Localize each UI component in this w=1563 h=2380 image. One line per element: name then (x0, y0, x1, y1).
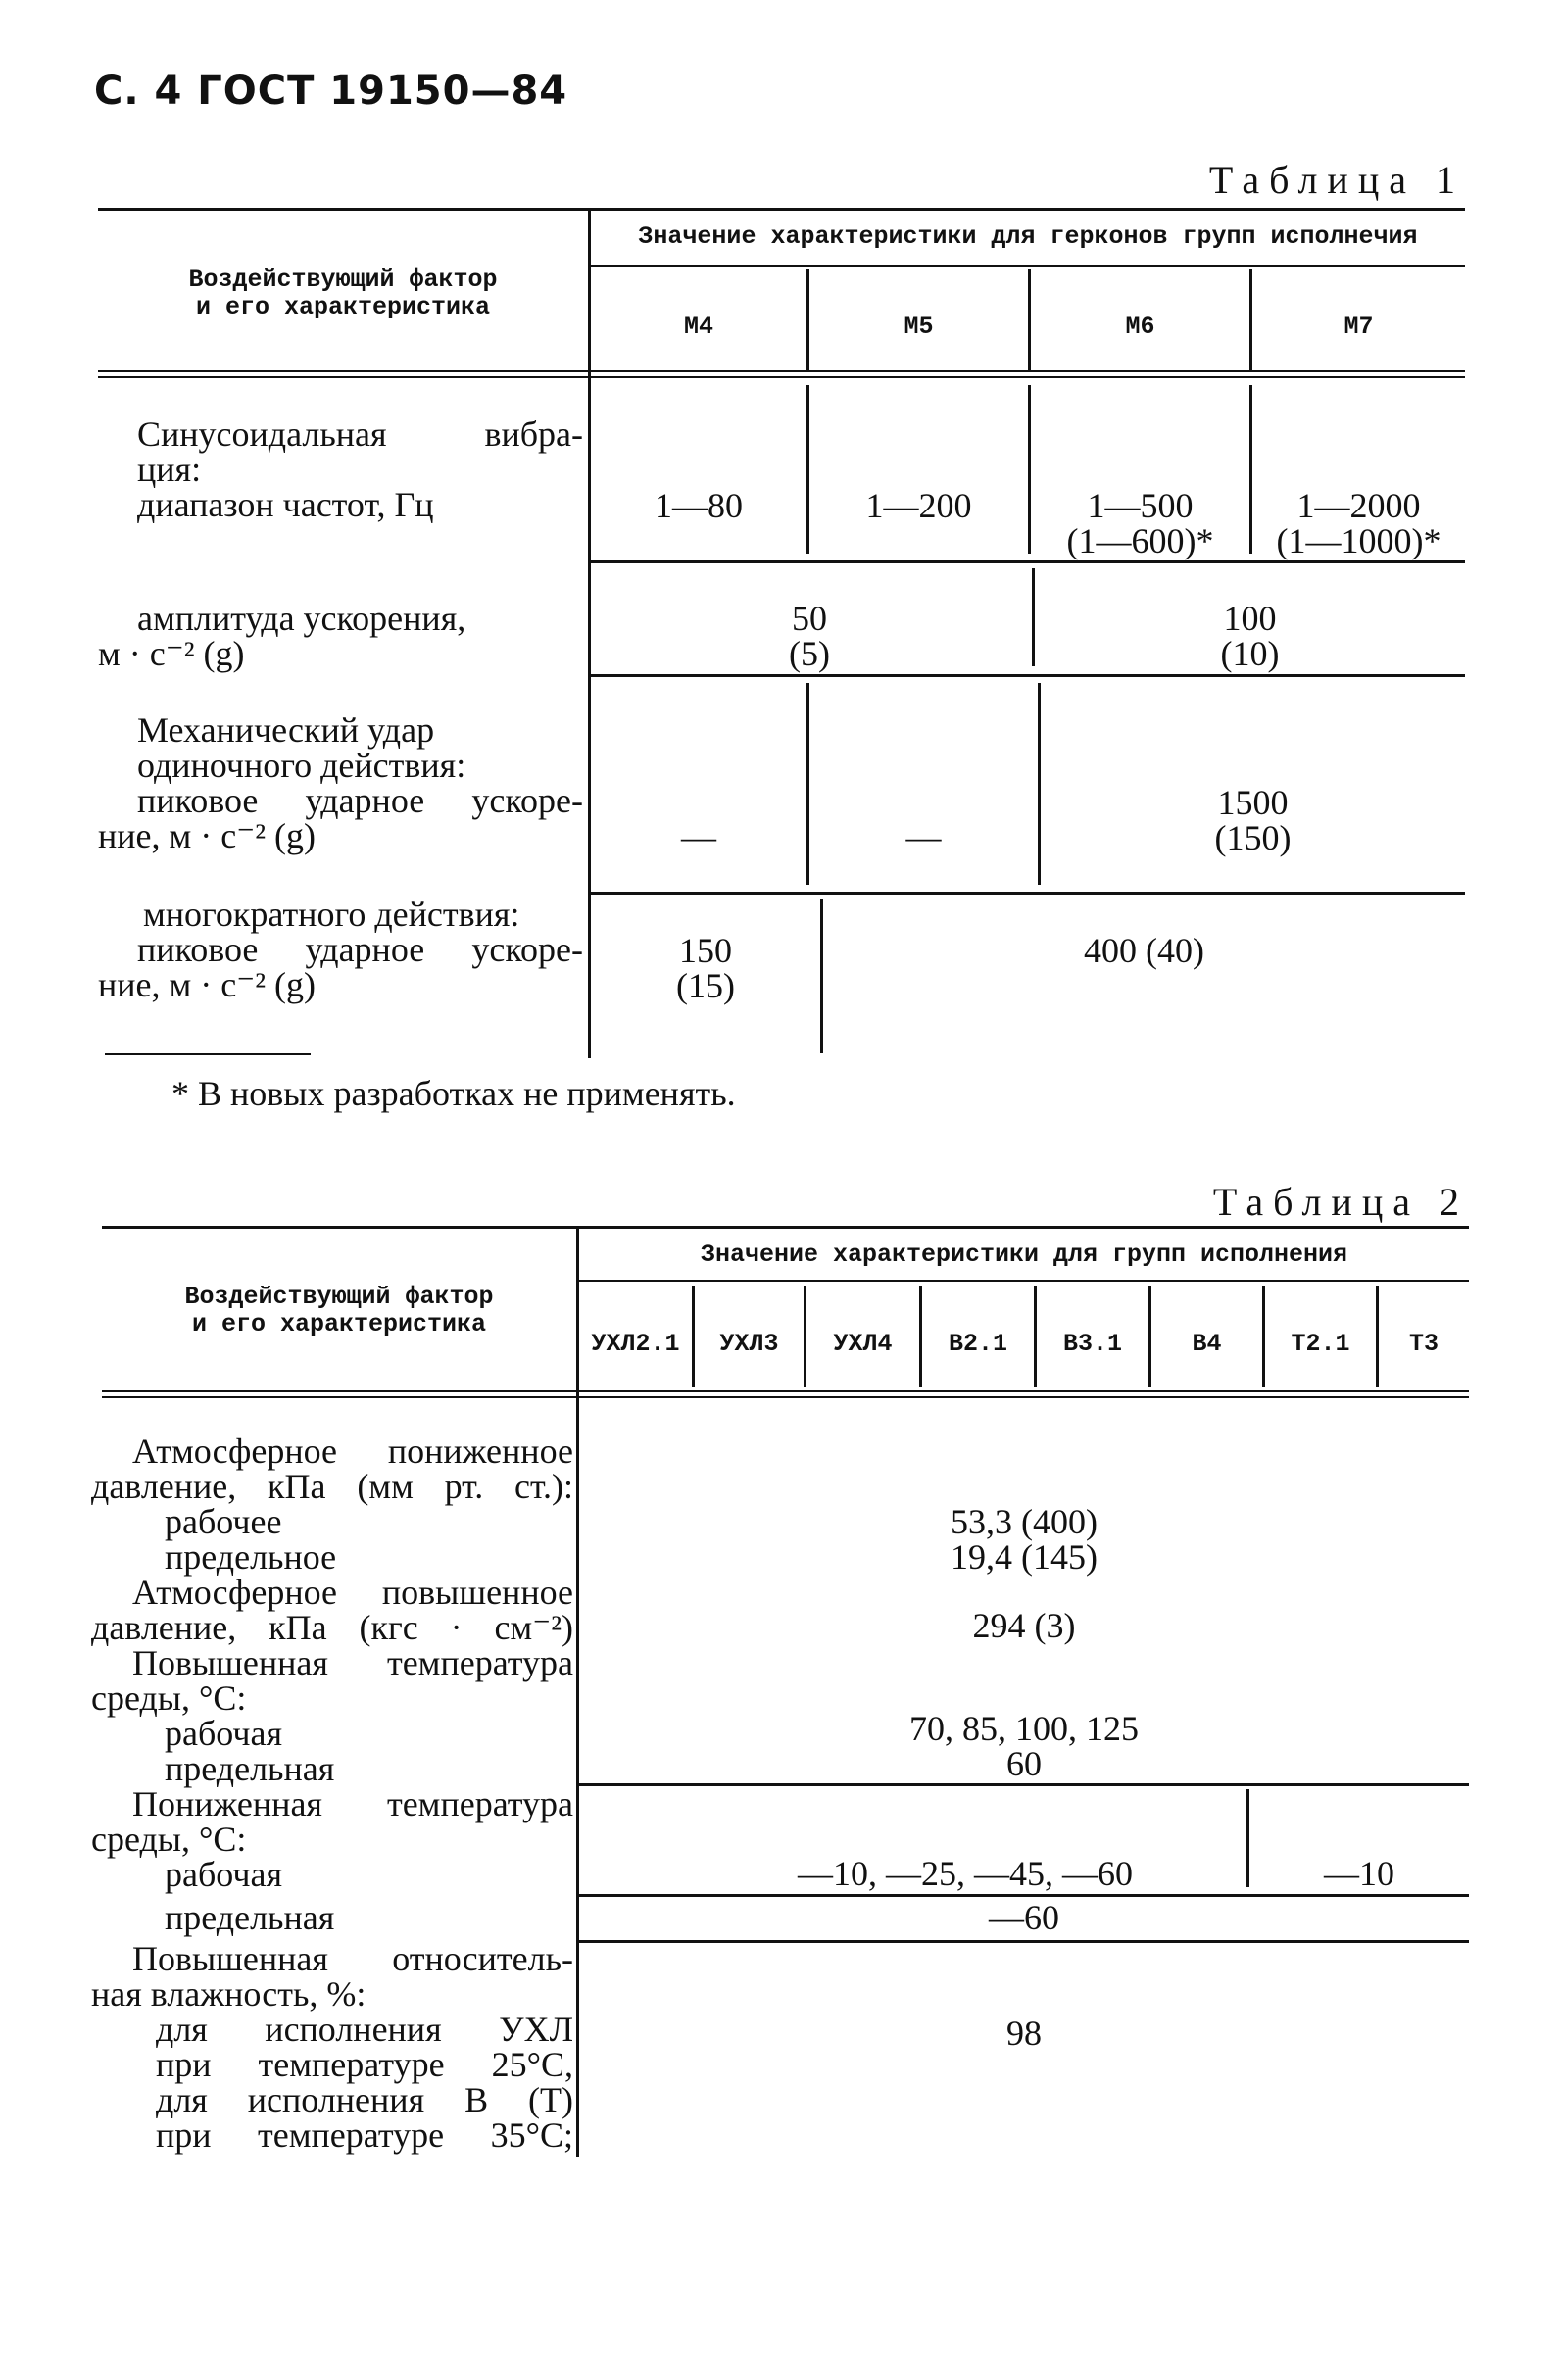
table2-col-t3: Т3 (1408, 1330, 1439, 1358)
table2-pressure-working: 53,3 (400) (951, 1502, 1098, 1541)
table1-r3-m6m7: 1500 (150) (1214, 783, 1292, 857)
table2-col-uhl21: УХЛ2.1 (591, 1330, 680, 1358)
table1-footnote: * В новых разработках не применять. (171, 1074, 736, 1113)
table2-col-uhl4: УХЛ4 (833, 1330, 893, 1358)
table1-caption: Таблица 1 (1208, 158, 1465, 202)
table2-temp-high-working: 70, 85, 100, 125 (909, 1709, 1139, 1748)
table2-temp-low-working: —10, —25, —45, —60 (798, 1854, 1133, 1893)
table1-r4-m4: 150 (15) (676, 931, 735, 1005)
table2-col-v21: В2.1 (948, 1330, 1007, 1358)
table1-row3-label: Механический удар одиночного действия: пиковое ударное ускоре- ние, м · с⁻² (g) (98, 710, 583, 855)
table1-r4-rest: 400 (40) (1084, 931, 1204, 970)
table2-temp-low-limit: —60 (989, 1898, 1059, 1937)
table1-r3-m5: — (905, 817, 942, 856)
table1-col-m7: М7 (1343, 313, 1374, 341)
table1-r2-m4m5: 50 (5) (789, 599, 830, 673)
table1-r1-m6: 1—500 (1—600)* (1066, 486, 1214, 560)
table2-temp-high-limit: 60 (1006, 1744, 1042, 1783)
table2-humidity: 98 (1006, 2014, 1042, 2053)
table1-row2-label: амплитуда ускорения, м · с⁻² (g) (98, 599, 466, 673)
table1-row4-label: многократного действия: пиковое ударное ускоре- ние, м · с⁻² (g) (98, 895, 583, 1004)
table2-temp-low-working-t3: —10 (1324, 1854, 1394, 1893)
table1-r3-m4: — (681, 817, 716, 856)
table2-pressure-high: 294 (3) (972, 1606, 1076, 1645)
table1-group-header: Значение характеристики для герконов групп исполнечия (638, 222, 1418, 251)
table2-col-v31: В3.1 (1062, 1330, 1122, 1358)
table1-r1-m5: 1—200 (865, 486, 972, 525)
table2-group-header: Значение характеристики для групп исполнения (700, 1240, 1348, 1269)
table2-pressure-limit: 19,4 (145) (951, 1537, 1098, 1577)
table2-col-uhl3: УХЛ3 (719, 1330, 779, 1358)
page-header: С. 4 ГОСТ 19150—84 (94, 69, 568, 114)
table1-factor-header: Воздействующий фактор и его характеристика (188, 266, 498, 321)
table1-col-m6: М6 (1125, 313, 1155, 341)
table1-r1-m4: 1—80 (655, 486, 743, 525)
table1-row1-label: Синусоидальная вибра- ция: диапазон частот, Гц (137, 414, 583, 524)
table2-col-t21: Т2.1 (1291, 1330, 1350, 1358)
table1-r1-m7: 1—2000 (1—1000)* (1276, 486, 1441, 560)
table1-col-m4: М4 (683, 313, 713, 341)
table1-r2-m6m7: 100 (10) (1220, 599, 1280, 673)
table2-factor-header: Воздействующий фактор и его характеристика (184, 1283, 494, 1338)
table2-col-v4: В4 (1192, 1330, 1222, 1358)
table1-col-m5: М5 (904, 313, 934, 341)
table2-labels: Атмосферное пониженное давление, кПа (мм рт. ст.): рабочее предельное Атмосферное повышенное давление, кПа (кгс · см⁻²) Повышенная температура среды, °С: рабочая предельная Пониженная температура среды, °С: рабочая предельная Повышенная относитель- ная влажность, %: для исполнения УХЛ при температуре 25°С, для исполнения В (Т) при температуре 35°С; (91, 1432, 573, 2155)
table2-caption: Таблица 2 (1212, 1180, 1469, 1224)
